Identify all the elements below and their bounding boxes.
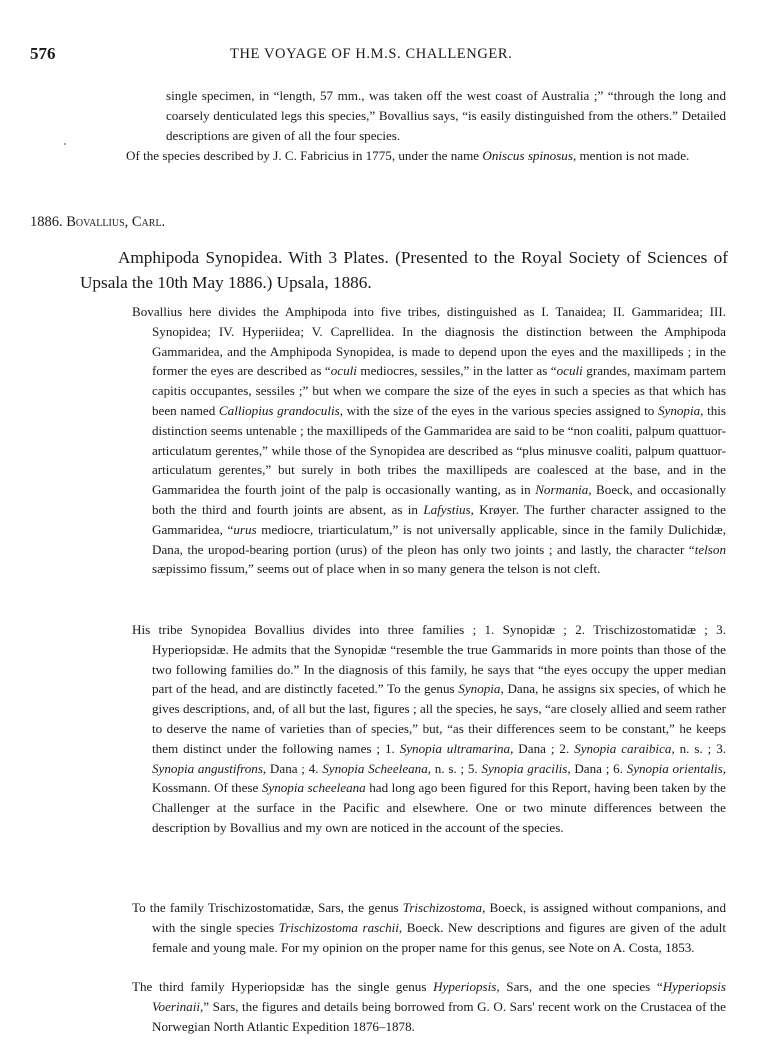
page-number: 576	[30, 44, 56, 63]
bibliography-entry-heading	[30, 214, 165, 231]
running-title: THE VOYAGE OF H.M.S. CHALLENGER.	[230, 46, 513, 62]
page-header	[30, 44, 736, 68]
work-title: Amphipoda Synopidea. With 3 Plates. (Presented to the Royal Society of Sciences of Upsala the 10th May 1886.) Upsala, 1886.	[80, 248, 728, 292]
body-paragraph-trischizostomatidae: To the family Trischizostomatidæ, Sars, the genus Trischizostoma, Boeck, is assigned without companions, and with the single species Trischizostoma raschii, Boeck. New descriptions and figures are given of the adult female and young male. For my opinion on the proper name for this genus, see Note on A. Costa, 1853.	[132, 900, 726, 955]
body-paragraph-hyperiopsidae: The third family Hyperiopsidæ has the single genus Hyperiopsis, Sars, and the one species “Hyperiopsis Voerinaii,” Sars, the figures and details being borrowed from G. O. Sars' recent work on the Crustacea of the Norwegian North Atlantic Expedition 1876–1878.	[132, 979, 726, 1034]
continuation-paragraph: single specimen, in “length, 57 mm., was taken off the west coast of Australia ;” “through the long and coarsely denticulated legs this species,” Bovallius says, “is easily distinguished from the others.” Detailed descriptions are given of all the four species.	[166, 88, 726, 143]
body-paragraph-synopidea: His tribe Synopidea Bovallius divides into three families ; 1. Synopidæ ; 2. Trischizostomatidæ ; 3. Hyperiopsidæ. He admits that the Synopidæ “resemble the true Gammarids in more points than those of the two following families do.” In the diagnosis of this family, he says that “the eyes occupy the upper median part of the head, and are distinctly faceted.” To the genus Synopia, Dana, he assigns six species, of which he gives descriptions, and, of all but the last, figures ; all the species, he says, “are closely allied and seem rather to deserve the name of varieties than of species,” but, “as their differences seem to be constant,” he keeps them distinct under the following names ; 1. Synopia ultramarina, Dana ; 2. Synopia caraibica, n. s. ; 3. Synopia angustifrons, Dana ; 4. Synopia Scheeleana, n. s. ; 5. Synopia gracilis, Dana ; 6. Synopia orientalis, Kossmann. Of these Synopia scheeleana had long ago been figured for this Report, having been taken by the Challenger at the surface in the Pacific and elsewhere. One or two minute differences between the description by Bovallius and my own are noticed in the account of the species.	[132, 622, 727, 835]
stray-ink-mark	[64, 143, 66, 145]
entry-author-given: , Carl.	[124, 214, 166, 230]
fabricius-note-paragraph: Of the species described by J. C. Fabricius in 1775, under the name Oniscus spinosus, mention is not made.	[126, 148, 690, 163]
entry-year: 1886.	[30, 214, 63, 230]
body-paragraph-tribes: Bovallius here divides the Amphipoda into five tribes, distinguished as I. Tanaidea; II. Gammaridea; III. Synopidea; IV. Hyperiidea; V. Caprellidea. In the diagnosis the distinction between the Amphipoda Gammaridea, and the Amphipoda Synopidea, is made to depend upon the eyes and the maxillipeds ; in the former the eyes are described as “oculi mediocres, sessiles,” in the latter as “oculi grandes, maximam partem capitis occupantes, sessiles ;” but when we compare the size of the eyes in such a species as that which has been named Calliopius grandoculis, with the size of the eyes in the various species assigned to Synopia, this distinction seems untenable ; the maxillipeds of the Gammaridea are said to be “non coaliti, palpum quattuor-articulatum gerentes,” while those of the Synopidea are described as “plus minusve coaliti, palpum quattuor-articulatum gerentes,” but surely in both tribes the maxillipeds are coalesced at the base, and in the Gammaridea the fourth joint of the palp is occasionally wanting, as in Normania, Boeck, and occasionally both the third and fourth joints are absent, as in Lafystius, Krøyer. The further character assigned to the Gammaridea, “urus mediocre, triarticulatum,” is not universally applicable, since in the family Dulichidæ, Dana, the uropod-bearing portion (urus) of the pleon has only two joints ; and lastly, the character “telson sæpissimo fissum,” seems out of place when in so many genera the telson is not cleft.	[132, 304, 727, 577]
entry-author-surname: Bovallius	[66, 214, 125, 230]
